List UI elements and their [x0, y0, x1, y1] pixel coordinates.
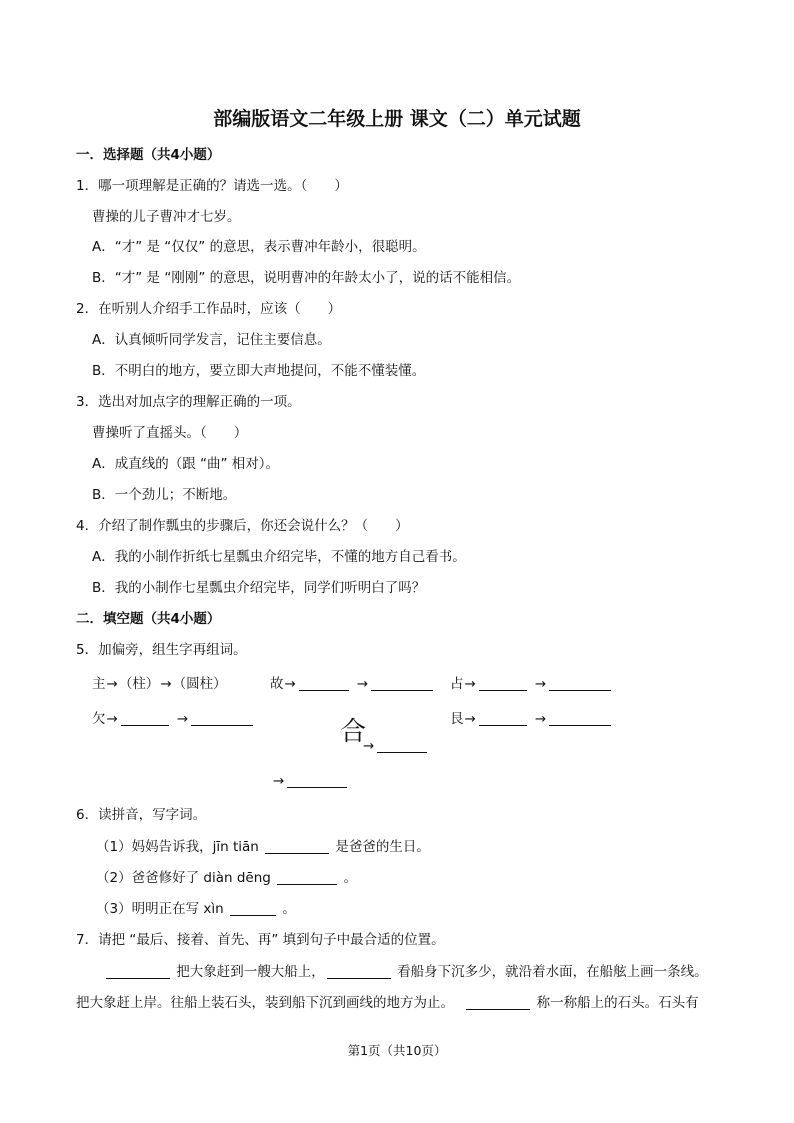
q6-item-1	[96, 838, 430, 856]
arrow-icon: →	[363, 738, 375, 754]
q5-example	[92, 675, 227, 693]
q5-char-4: 艮	[450, 711, 464, 727]
q6-item-2-end: 。	[343, 870, 357, 886]
q1-option-b[interactable]: B．“才” 是 “刚刚” 的意思，说明曹冲的年龄太小了，说的话不能相信。	[92, 270, 521, 286]
q5-item-5-line-2	[272, 772, 349, 790]
arrow-icon: →	[464, 676, 476, 692]
q5-char-1: 故	[270, 676, 284, 692]
q1-stem: 1．哪一项理解是正确的？请选一选。（ ）	[76, 178, 348, 194]
q5-item-5-line-1	[362, 737, 429, 755]
arrow-icon: →	[273, 773, 285, 789]
arrow-icon: →	[106, 711, 118, 727]
arrow-icon: →	[160, 676, 172, 692]
answer-blank[interactable]	[277, 870, 337, 885]
q4-option-b[interactable]: B．我的小制作七星瓢虫介绍完毕，同学们听明白了吗？	[92, 580, 426, 596]
q6-item-2	[96, 869, 357, 887]
pinyin: diàn dēng	[203, 870, 271, 886]
q7-paragraph-line-2	[76, 994, 699, 1012]
answer-blank[interactable]	[479, 711, 527, 726]
q3-option-b[interactable]: B．一个劲儿；不断地。	[92, 487, 237, 503]
q5-char-5: 合	[340, 717, 367, 747]
page-footer: 第1页（共10页）	[347, 1043, 447, 1058]
q3-sentence: 曹操听了直摇头。（ ）	[92, 425, 248, 441]
q7-text-4: 称一称船上的石头。石头有	[536, 995, 699, 1011]
answer-blank[interactable]	[191, 711, 253, 726]
answer-blank[interactable]	[549, 676, 611, 691]
q5-item-3	[92, 710, 255, 728]
q1-sentence: 曹操的儿子曹冲才七岁。	[92, 209, 241, 225]
section-heading-fill: 二．填空题（共4小题）	[76, 611, 221, 627]
q5-stem: 5．加偏旁，组生字再组词。	[76, 642, 247, 658]
q7-text-3: 把大象赶上岸。往船上装石头，装到船下沉到画线的地方为止。	[76, 995, 454, 1011]
answer-blank[interactable]	[106, 964, 170, 979]
q7-paragraph-line-1	[104, 963, 708, 981]
q5-item-2	[450, 675, 613, 693]
q1-option-a[interactable]: A．“才” 是 “仅仅” 的意思，表示曹冲年龄小，很聪明。	[92, 239, 426, 255]
arrow-icon: →	[356, 676, 369, 692]
q6-item-1-end: 是爸爸的生日。	[335, 839, 430, 855]
answer-blank[interactable]	[371, 676, 433, 691]
q7-text-1: 把大象赶到一艘大船上，	[176, 964, 325, 980]
answer-blank[interactable]	[299, 676, 349, 691]
q5-item-1	[270, 675, 435, 693]
arrow-icon: →	[534, 676, 547, 692]
answer-blank[interactable]	[377, 738, 427, 753]
q2-stem: 2．在听别人介绍手工作品时，应该（ ）	[76, 301, 342, 317]
answer-blank[interactable]	[230, 901, 276, 916]
q6-stem: 6．读拼音，写字词。	[76, 807, 207, 823]
q5-char-3: 欠	[92, 711, 106, 727]
section-heading-choice: 一．选择题（共4小题）	[76, 147, 221, 163]
q5-example-end: （圆柱）	[172, 676, 227, 692]
q2-option-a[interactable]: A．认真倾听同学发言，记住主要信息。	[92, 332, 331, 348]
arrow-icon: →	[106, 676, 118, 692]
answer-blank[interactable]	[466, 995, 530, 1010]
q6-item-3-end: 。	[282, 901, 296, 917]
q4-option-a[interactable]: A．我的小制作折纸七星瓢虫介绍完毕，不懂的地方自己看书。	[92, 549, 466, 565]
q3-stem: 3．选出对加点字的理解正确的一项。	[76, 394, 301, 410]
q5-example-char: 主	[92, 676, 106, 692]
arrow-icon: →	[534, 711, 547, 727]
answer-blank[interactable]	[265, 839, 329, 854]
arrow-icon: →	[464, 711, 476, 727]
q5-char-2: 占	[450, 676, 464, 692]
q5-example-mid: （柱）	[118, 676, 160, 692]
answer-blank[interactable]	[479, 676, 527, 691]
answer-blank[interactable]	[121, 711, 169, 726]
page-title: 部编版语文二年级上册 课文（二）单元试题	[213, 108, 581, 130]
answer-blank[interactable]	[549, 711, 611, 726]
q7-text-2: 看船身下沉多少，就沿着水面，在船舷上画一条线。	[397, 964, 708, 980]
arrow-icon: →	[284, 676, 296, 692]
q5-item-4	[450, 710, 613, 728]
q3-option-a[interactable]: A．成直线的（跟 “曲” 相对）。	[92, 456, 280, 472]
q4-stem: 4．介绍了制作瓢虫的步骤后，你还会说什么？（ ）	[76, 518, 409, 534]
q6-item-2-text: （2）爸爸修好了	[96, 870, 200, 886]
answer-blank[interactable]	[287, 773, 347, 788]
q6-item-3	[96, 900, 296, 918]
answer-blank[interactable]	[327, 964, 391, 979]
q6-item-3-text: （3）明明正在写	[96, 901, 200, 917]
pinyin: jīn tiān	[212, 839, 259, 855]
arrow-icon: →	[176, 711, 189, 727]
q7-stem: 7．请把 “最后、接着、首先、再” 填到句子中最合适的位置。	[76, 932, 445, 948]
q2-option-b[interactable]: B．不明白的地方，要立即大声地提问，不能不懂装懂。	[92, 363, 426, 379]
q6-item-1-text: （1）妈妈告诉我，	[96, 839, 213, 855]
pinyin: xìn	[203, 901, 224, 917]
